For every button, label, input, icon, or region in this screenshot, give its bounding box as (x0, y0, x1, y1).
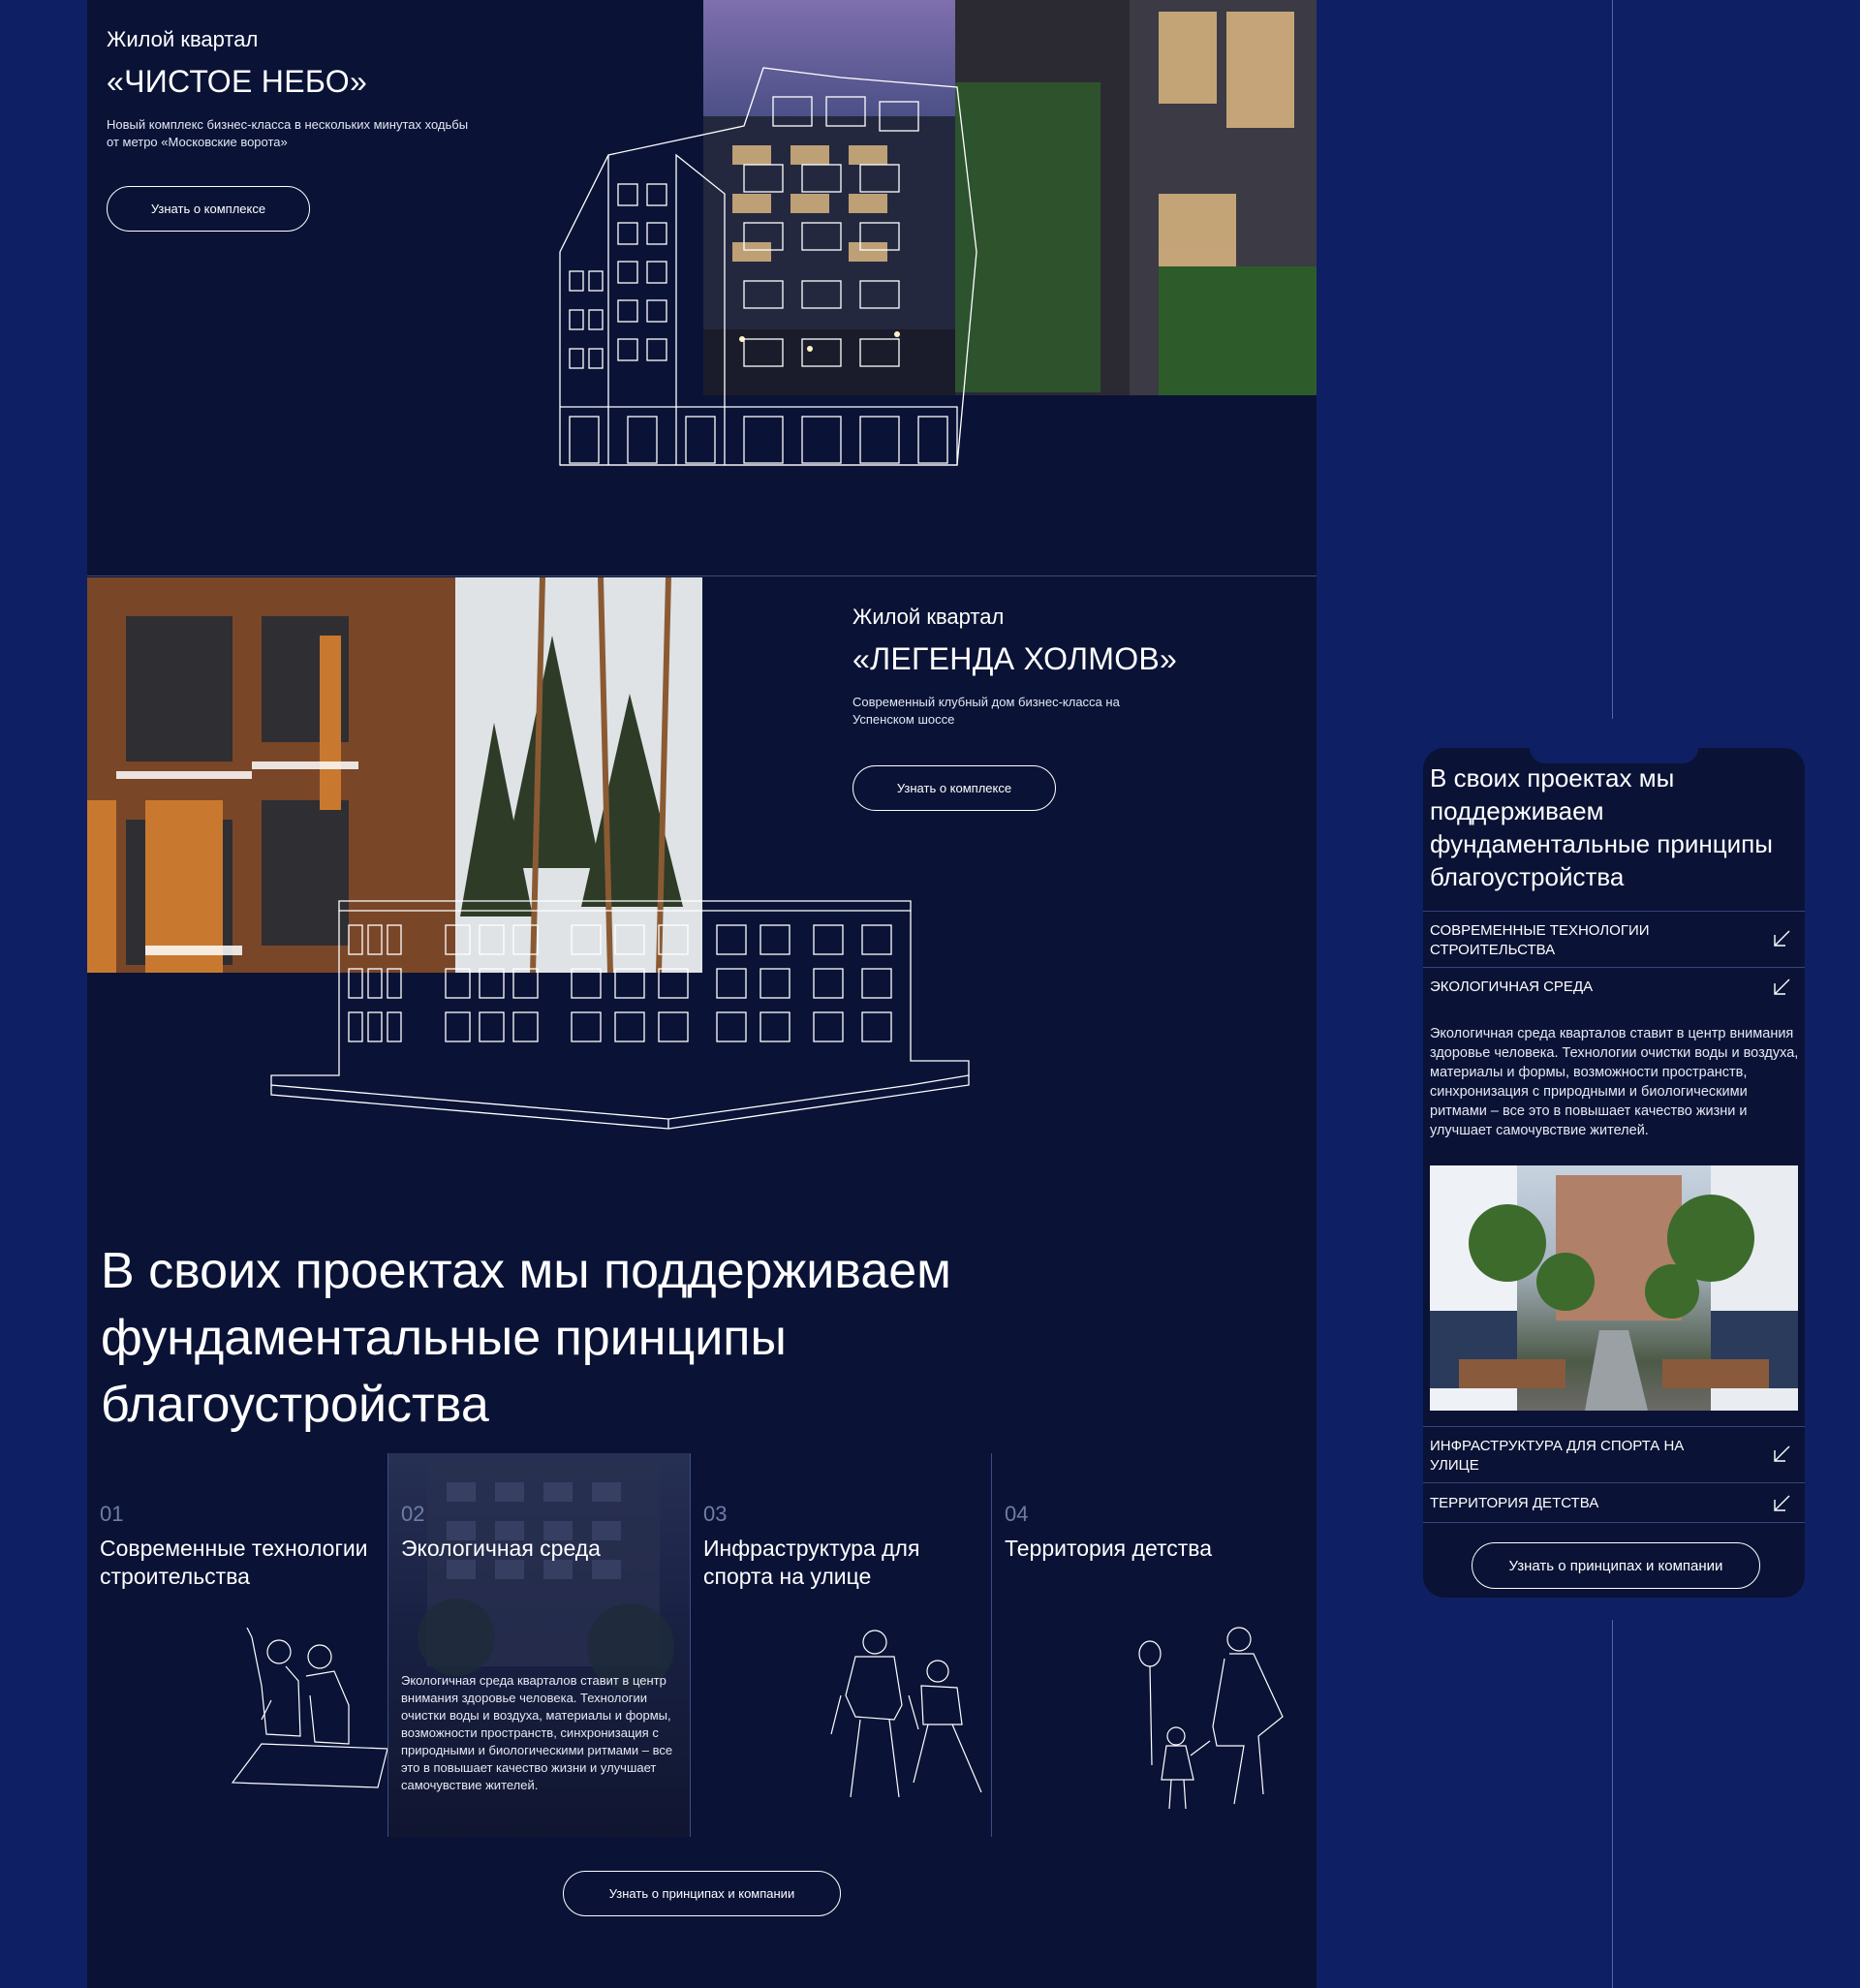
accordion-label: ИНФРАСТРУКТУРА ДЛЯ СПОРТА НА УЛИЦЕ (1430, 1438, 1685, 1474)
mobile-title: В своих проектах мы поддерживаем фундаментальные принципы благоустройства (1430, 763, 1773, 891)
principle-title: Современные технологии строительства (100, 1536, 368, 1589)
decorative-line-bottom (1612, 1620, 1613, 1988)
arrow-down-left-icon (1772, 1444, 1791, 1464)
project1-title: «ЧИСТОЕ НЕБО» (107, 64, 368, 99)
project2-pretitle: Жилой квартал (852, 605, 1005, 629)
desktop-page (87, 0, 1317, 1988)
decorative-line-top (1612, 0, 1613, 719)
mobile-accordion-item-2[interactable] (1423, 967, 1805, 1006)
mobile-courtyard-photo (1430, 1165, 1798, 1411)
project1-description: Новый комплекс бизнес-класса в нескольких минутах ходьбы от метро «Московские ворота» (107, 117, 469, 149)
courtyard-illustration (1430, 1165, 1798, 1411)
athletes-lineart-icon (826, 1628, 991, 1821)
mobile-accordion-item-1[interactable] (1423, 911, 1805, 967)
mobile-principles-button[interactable]: Узнать о принципах и компании (1472, 1542, 1760, 1589)
mother-child-lineart-icon (1137, 1620, 1292, 1814)
mobile-mockup (1423, 748, 1805, 1598)
accordion-label: ТЕРРИТОРИЯ ДЕТСТВА (1430, 1495, 1599, 1511)
principle-card-1[interactable] (87, 1453, 388, 1837)
project1-building-lineart (550, 58, 1093, 475)
arrow-down-left-icon (1772, 1494, 1791, 1513)
principle-card-4[interactable] (992, 1453, 1293, 1837)
arrow-down-left-icon (1772, 929, 1791, 948)
accordion-label: СОВРЕМЕННЫЕ ТЕХНОЛОГИИ СТРОИТЕЛЬСТВА (1430, 922, 1650, 958)
principles-more-button[interactable]: Узнать о принципах и компании (563, 1871, 841, 1916)
project2-more-button[interactable]: Узнать о комплексе (852, 765, 1056, 811)
project2-title: «ЛЕГЕНДА ХОЛМОВ» (852, 641, 1178, 676)
mobile-accordion-item-4[interactable] (1423, 1482, 1805, 1523)
principle-card-2[interactable] (388, 1453, 690, 1837)
project2-building-lineart (232, 891, 988, 1143)
builders-lineart-icon (223, 1628, 388, 1792)
principle-number: 01 (100, 1502, 124, 1526)
project-chistoe-nebo (87, 0, 1317, 576)
project1-more-button[interactable]: Узнать о комплексе (107, 186, 310, 232)
principle-number: 04 (1005, 1502, 1029, 1526)
section-divider (87, 575, 1317, 576)
principle-text: Экологичная среда кварталов ставит в центр внимания здоровье человека. Технологии очистки воды и воздуха, материалы и формы, возможности пространств, синхронизация с природными и биологическими ритмами – все это в повышает качество жизни и улучшает самочувствие жителей. (401, 1673, 673, 1792)
principles-title: В своих проектах мы поддерживаем фундаментальные принципы благоустройства (101, 1243, 951, 1433)
principle-card-3[interactable] (691, 1453, 992, 1837)
principle-title: Территория детства (1005, 1536, 1213, 1561)
principle-number: 03 (703, 1502, 728, 1526)
mobile-expanded-text: Экологичная среда кварталов ставит в центр внимания здоровье человека. Технологии очистки воды и воздуха, материалы и формы, возможности пространств, синхронизация с природными и биологическими ритмами – все это в повышает качество жизни и улучшает самочувствие жителей. (1430, 1026, 1799, 1138)
principle-title: Экологичная среда (401, 1536, 601, 1561)
project1-pretitle: Жилой квартал (107, 27, 259, 51)
accordion-label: ЭКОЛОГИЧНАЯ СРЕДА (1430, 978, 1594, 995)
project2-description: Современный клубный дом бизнес-класса на Успенском шоссе (852, 695, 1120, 727)
principle-number: 02 (401, 1502, 425, 1526)
principle-title: Инфраструктура для спорта на улице (703, 1536, 920, 1589)
arrow-down-left-icon (1772, 978, 1791, 997)
mobile-accordion-item-3[interactable] (1423, 1426, 1805, 1482)
